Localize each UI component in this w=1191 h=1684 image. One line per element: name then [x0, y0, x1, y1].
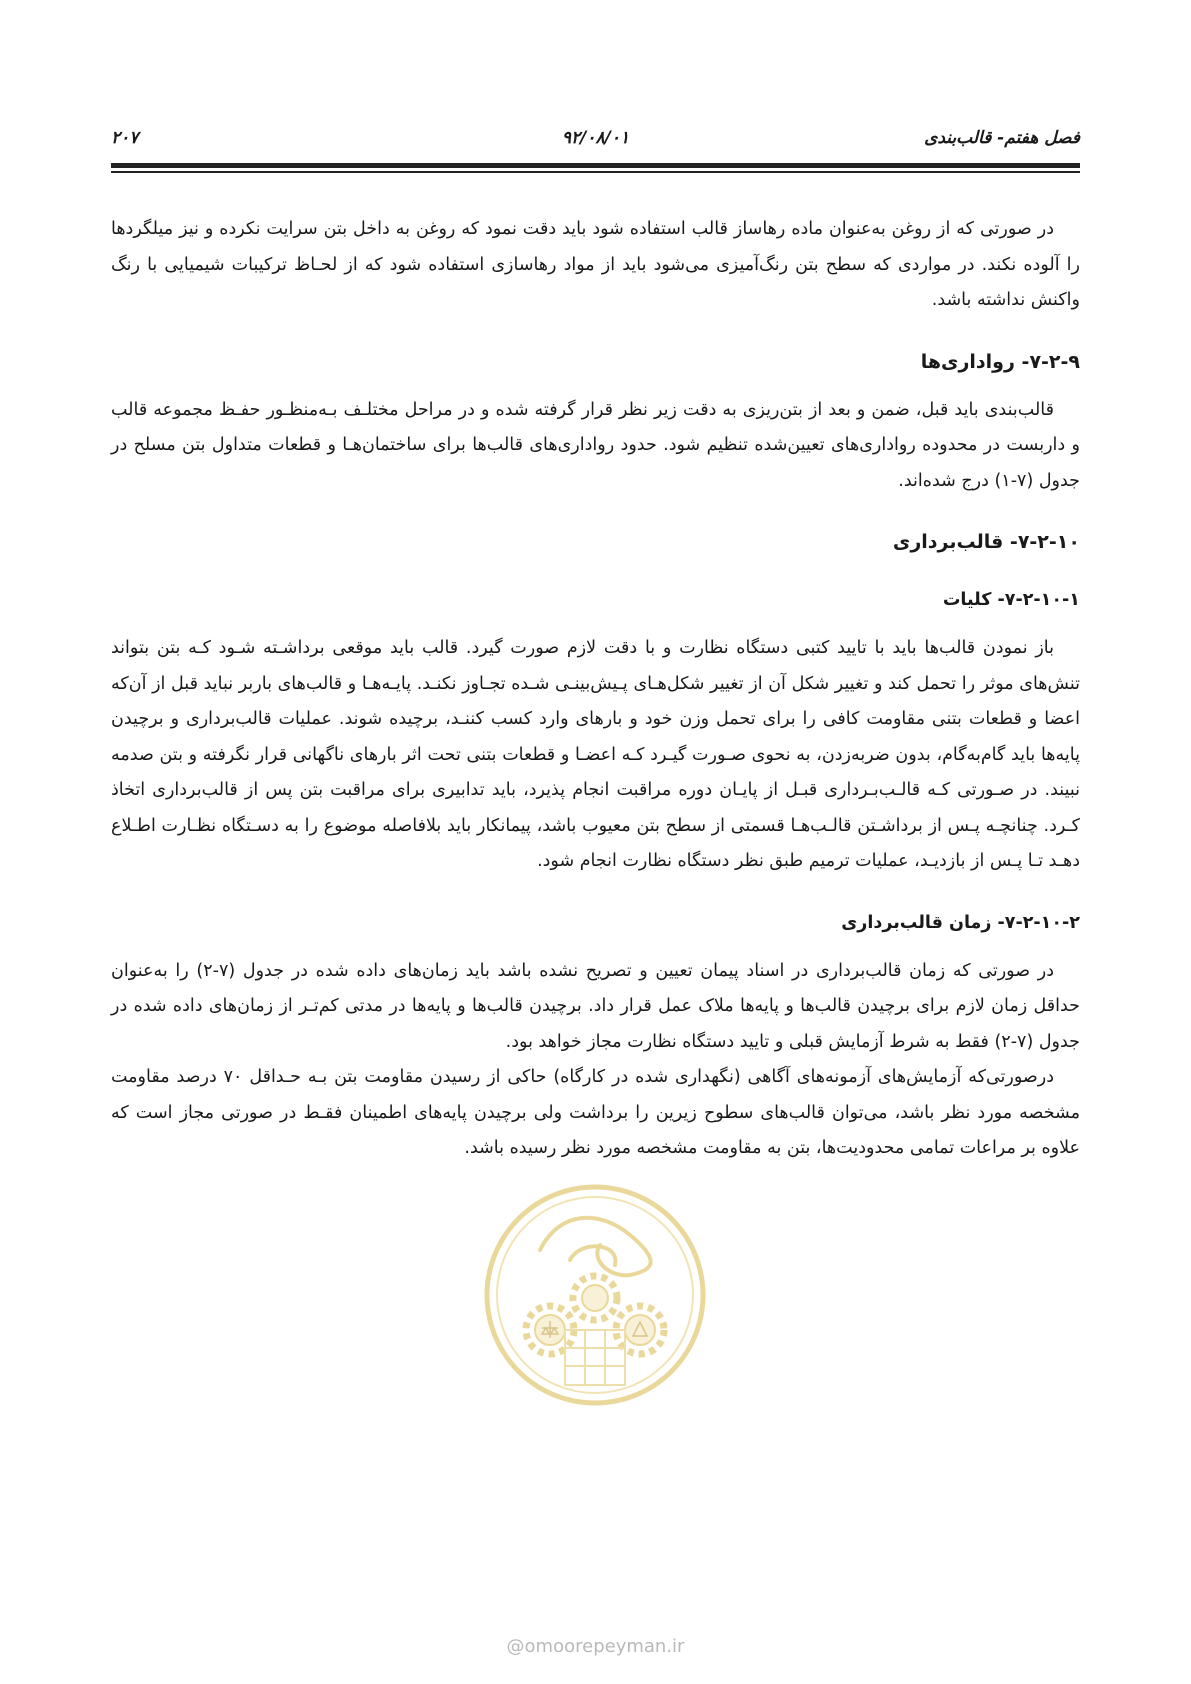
omoorepeyman-seal-icon: [480, 1180, 710, 1410]
heading-tolerances: ۷-۲-۹- رواداری‌ها: [920, 350, 1080, 373]
page-header: [111, 128, 1080, 154]
heading-general: ۷-۲-۱۰-۱- کلیات: [942, 590, 1080, 610]
paragraph-general: باز نمودن قالب‌ها باید با تایید کتبی دستگاه نظارت و با دقت لازم صورت گیرد. قالب باید موقعی برداشـته شـود کـه بتن بتواند تنش‌های موثر را تحمل کند و تغییر شکل آن از تغییر شکل‌هـای پـیش‌بینـی شـده تجـاوز نکنـد. پایـه‌هـا و قالب‌های باربر نباید قبل از آن‌که اعضا و قطعات بتنی مقاومت کافی را برای تحمل وزن خود و بارهای وارد کسب کننـد، برچیده شوند. عملیات قالب‌برداری و برچیدن پایه‌ها باید گام‌به‌گام، بدون ضربه‌زدن، به نحوی صـورت گیـرد کـه اعضـا و قطعات بتنی تحت اثر بارهای ناگهانی قرار نگرفته و بتن صدمه نبیند. در صـورتی کـه قالـب‌بـرداری قبـل از پایـان دوره مراقبت انجام پذیرد، باید تدابیری برای مراقبت بتن پس از قالب‌برداری اتخاذ کـرد. چنانچـه پـس از برداشـتن قالـب‌هـا قسمتی از سطح بتن معیوب باشد، پیمانکار باید بلافاصله موضوع را به دسـتگاه نظـارت اطـلاع دهـد تـا پـس از بازدیـد، عملیات ترمیم طبق نظر دستگاه نظارت انجام شود.: [111, 638, 1080, 871]
paragraph-release-oil: در صورتی که از روغن به‌عنوان ماده رهاساز قالب استفاده شود باید دقت نمود که روغن به داخل بتن سرایت نکرده و نیز میلگردها را آلوده نکند. در مواردی که سطح بتن رنگ‌آمیزی می‌شود باید از مواد رهاسازی استفاده شود که از لحـاظ ترکیبات شیمیایی با رنگ واکنش نداشته باشد.: [111, 219, 1080, 310]
header-rule-thick: [111, 163, 1080, 168]
paragraph-tolerances: قالب‌بندی باید قبل، ضمن و بعد از بتن‌ریزی به دقت زیر نظر قرار گرفته شده و در مراحل مختلـف بـه‌منظـور حفـظ مجموعه قالب و داربست در محدوده رواداری‌های تعیین‌شده تنظیم شود. حدود رواداری‌های قالب‌ها برای ساختمان‌هـا و قطعات متداول بتن مسلح در جدول (۷-۱) درج شده‌اند.: [111, 399, 1080, 491]
chapter-title: فصل هفتم- قالب‌بندی: [924, 128, 1080, 148]
page-body: [111, 212, 1080, 1167]
paragraph-removal-time: در صورتی که زمان قالب‌برداری در اسناد پیمان تعیین و تصریح نشده باشد باید زمان‌های داده شده در جدول (۷-۲) را به‌عنوان حداقل زمان لازم برای برچیدن قالب‌ها و پایه‌ها ملاک عمل قرار داد. برچیدن قالب‌ها و پایه‌ها در مدتی کم‌تـر از زمان‌های داده شده در جدول (۷-۲) فقط به شرط آزمایش قبلی و تایید دستگاه نظارت مجاز خواهد بود.: [111, 960, 1080, 1052]
page-number: ۲۰۷: [111, 128, 139, 148]
heading-removal-time: ۷-۲-۱۰-۲- زمان قالب‌برداری: [841, 912, 1080, 933]
heading-form-removal: ۷-۲-۱۰- قالب‌برداری: [892, 531, 1080, 553]
watermark-url: @omoorepeyman.ir: [506, 1636, 685, 1657]
paragraph-strength-condition: درصورتی‌که آزمایش‌های آزمونه‌های آگاهی (نگهداری شده در کارگاه) حاکی از رسیدن مقاومت بتن بـه حـداقل ۷۰ درصد مقاومت مشخصه مورد نظر باشد، می‌توان قالب‌های سطوح زیرین را برداشت ولی برچیدن پایه‌های اطمینان فقـط در صورتی مجاز است که علاوه بر مراعات تمامی محدودیت‌ها، بتن به مقاومت مشخصه مورد نظر رسیده باشد.: [111, 1067, 1080, 1158]
header-date: ۹۲/۰۸/۰۱: [561, 128, 630, 148]
header-rule-thin: [111, 171, 1080, 173]
